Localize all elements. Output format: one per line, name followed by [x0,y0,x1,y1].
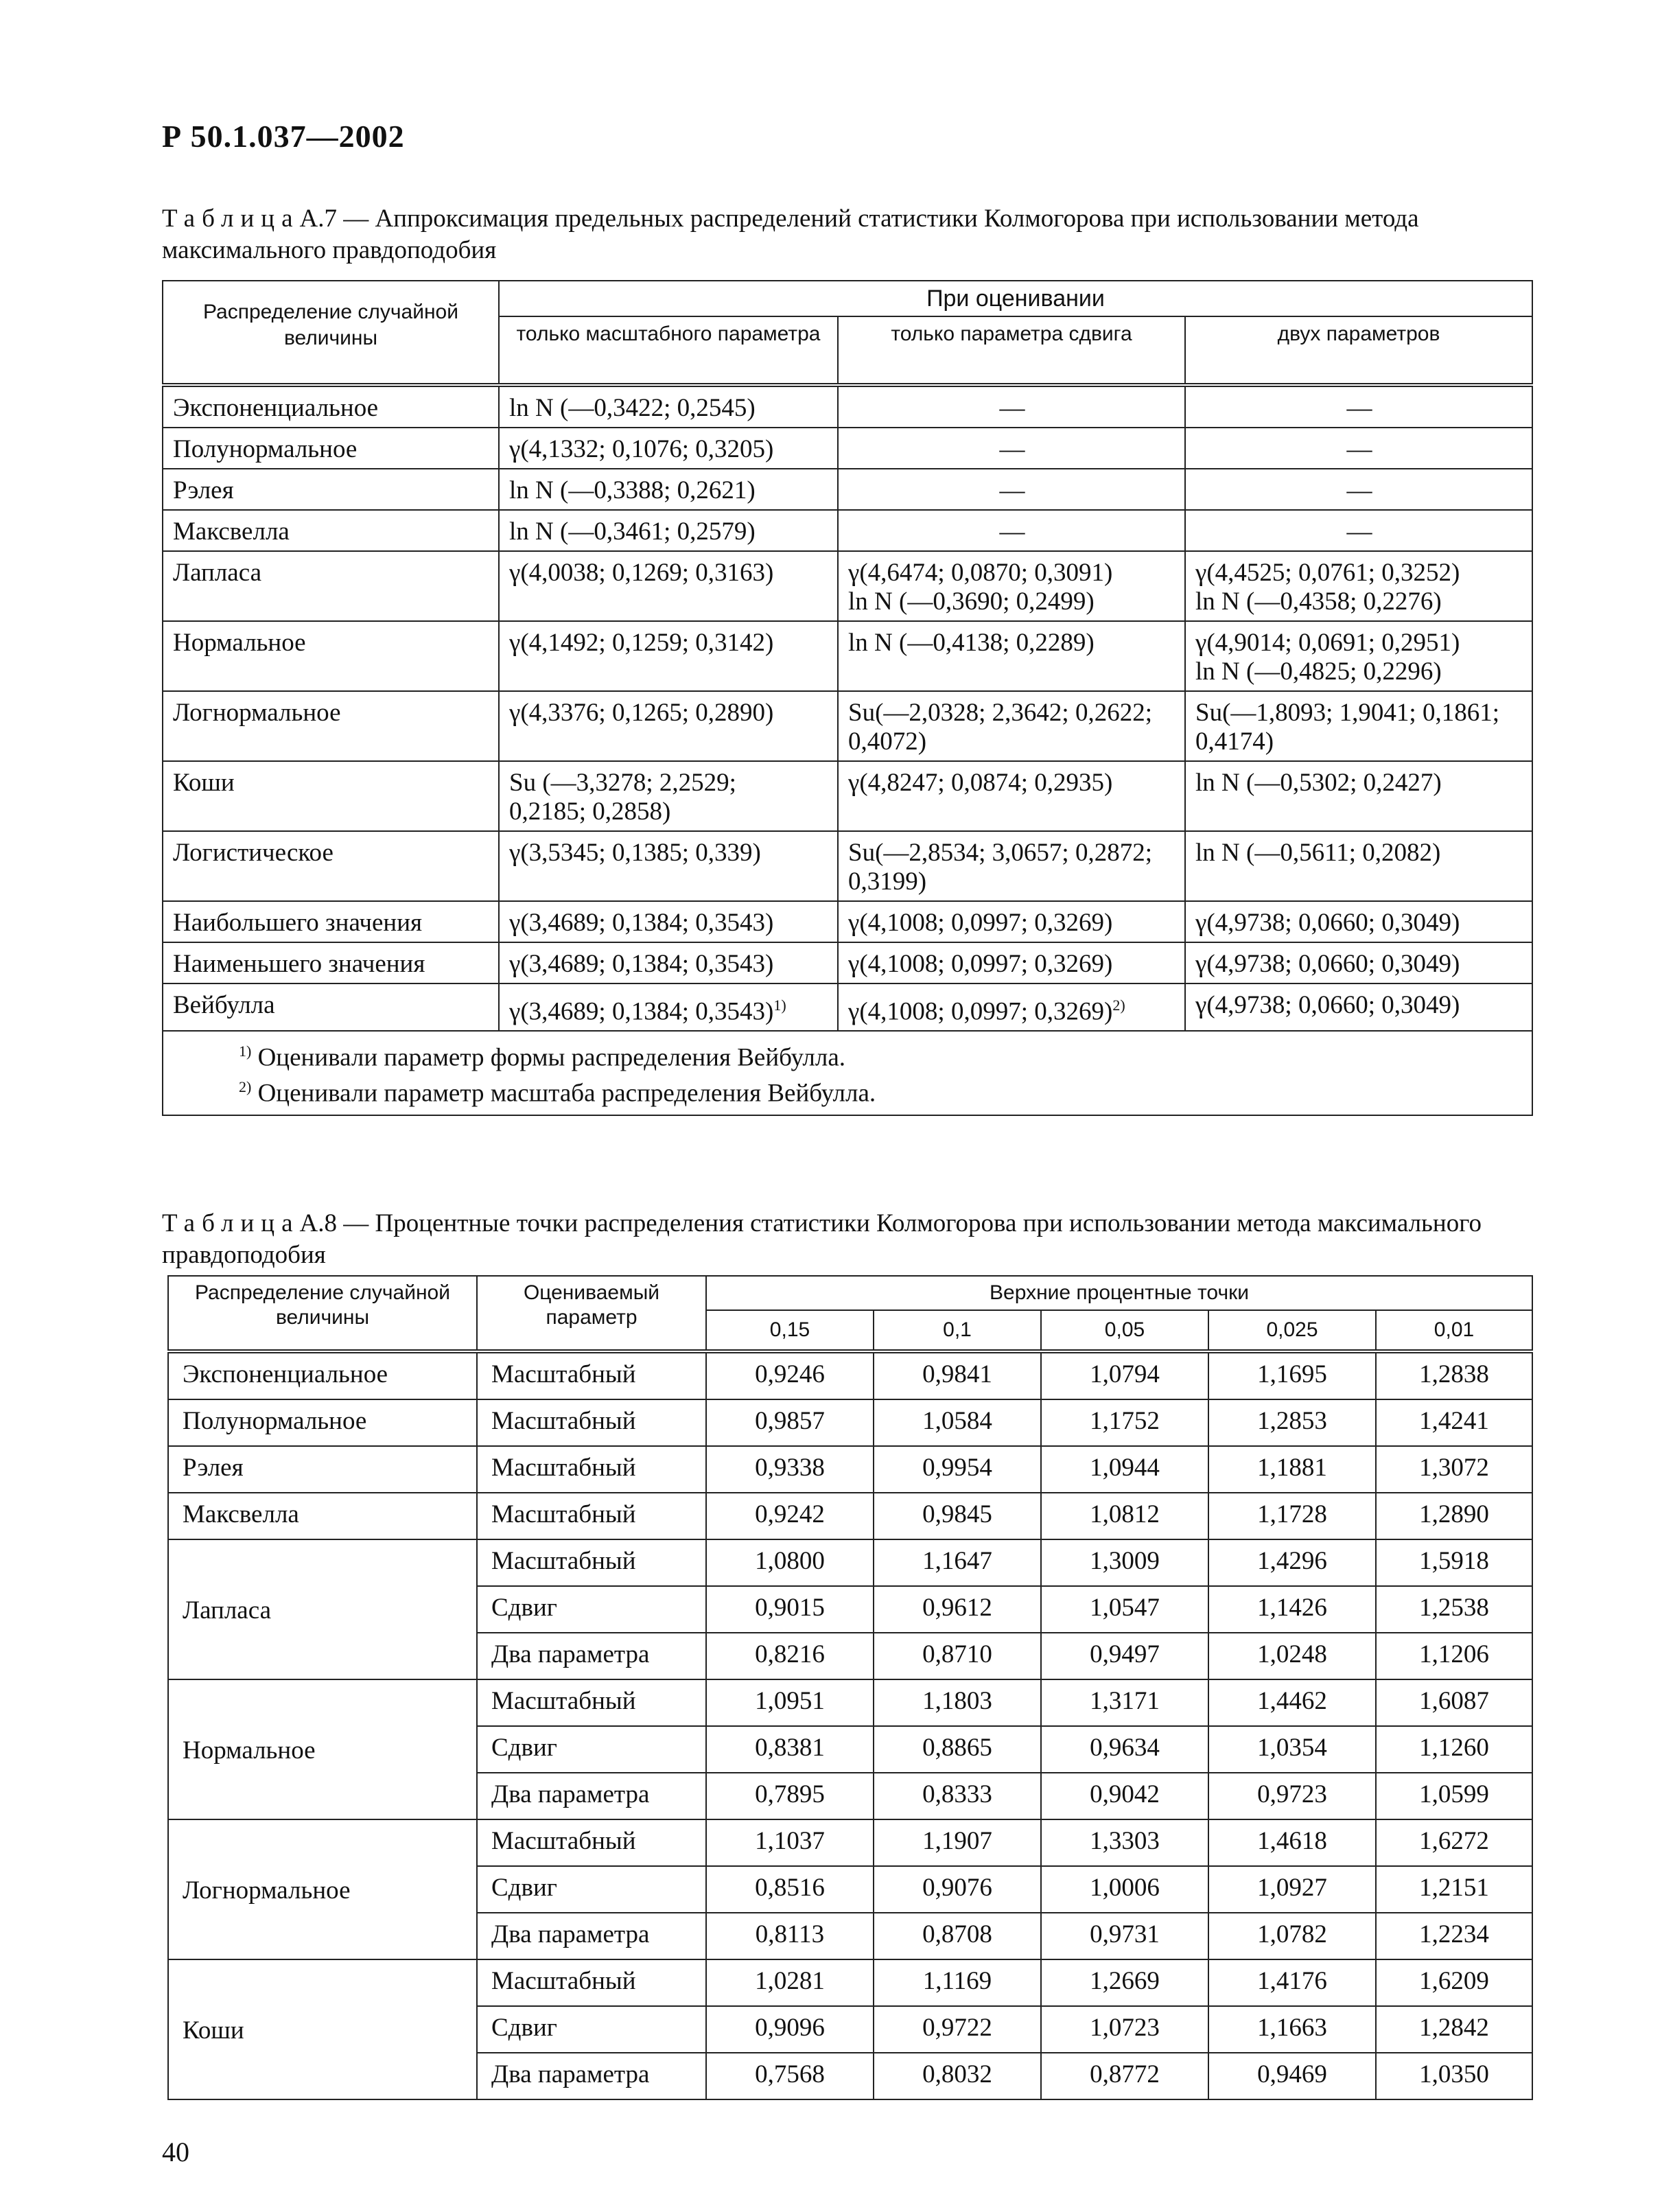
table-a7 [162,280,1533,1116]
param-cell: Масштабный [477,1679,706,1726]
value-cell: 0,9469 [1208,2053,1376,2099]
scale-cell: γ(4,3376; 0,1265; 0,2890) [499,691,838,761]
value-cell: 0,9845 [874,1493,1041,1539]
table-row [168,1399,1532,1446]
value-cell: 0,9723 [1208,1773,1376,1819]
value-cell: 1,4241 [1376,1399,1532,1446]
value-cell: 1,1803 [874,1679,1041,1726]
header-distribution: Распределение случайной величины [163,281,499,385]
caption-prefix: Таблица [162,205,300,233]
shift-cell: Su(—2,8534; 3,0657; 0,2872; 0,3199) [838,831,1185,901]
value-cell: 1,0350 [1376,2053,1532,2099]
shift-cell: — [838,385,1185,428]
table-row [163,510,1532,551]
value-cell: 1,2669 [1041,1959,1208,2006]
scale-cell: Su (—3,3278; 2,2529; 0,2185; 0,2858) [499,761,838,831]
table-row [168,1819,1532,1866]
distribution-cell: Экспоненциальное [168,1351,477,1399]
value-cell: 1,0794 [1041,1351,1208,1399]
param-cell: Сдвиг [477,1726,706,1773]
table-row [168,1446,1532,1493]
table-row [168,1959,1532,2006]
both-cell: — [1185,510,1532,551]
param-cell: Сдвиг [477,2006,706,2053]
both-cell: Su(—1,8093; 1,9041; 0,1861; 0,4174) [1185,691,1532,761]
distribution-cell: Максвелла [163,510,499,551]
scale-cell: ln N (—0,3461; 0,2579) [499,510,838,551]
value-cell: 1,2890 [1376,1493,1532,1539]
table-row [163,551,1532,621]
value-cell: 1,0782 [1208,1913,1376,1959]
table-row [163,983,1532,1031]
value-cell: 0,8710 [874,1633,1041,1679]
header-distribution: Распределение случайной величины [168,1276,477,1351]
value-cell: 1,1260 [1376,1726,1532,1773]
both-cell: γ(4,9014; 0,0691; 0,2951) ln N (—0,4825; 0,2296) [1185,621,1532,691]
distribution-cell: Коши [163,761,499,831]
param-cell: Два параметра [477,1913,706,1959]
value-cell: 1,2838 [1376,1351,1532,1399]
value-cell: 1,4296 [1208,1539,1376,1586]
table-row [168,1493,1532,1539]
scale-cell: γ(3,4689; 0,1384; 0,3543)$^{1)}$ [499,983,838,1031]
value-cell: 0,8772 [1041,2053,1208,2099]
caption-prefix: Таблица [162,1209,300,1237]
header-point: 0,1 [874,1310,1041,1351]
header-point: 0,025 [1208,1310,1376,1351]
value-cell: 0,9497 [1041,1633,1208,1679]
value-cell: 1,3009 [1041,1539,1208,1586]
table-row [163,691,1532,761]
value-cell: 1,2151 [1376,1866,1532,1913]
scale-cell: γ(4,1332; 0,1076; 0,3205) [499,428,838,469]
shift-cell: Su(—2,0328; 2,3642; 0,2622; 0,4072) [838,691,1185,761]
scale-cell: ln N (—0,3422; 0,2545) [499,385,838,428]
distribution-cell: Максвелла [168,1493,477,1539]
value-cell: 0,9096 [706,2006,874,2053]
value-cell: 1,1426 [1208,1586,1376,1633]
value-cell: 0,8381 [706,1726,874,1773]
table-row [163,942,1532,983]
distribution-cell: Рэлея [168,1446,477,1493]
table-row [163,385,1532,428]
value-cell: 1,1695 [1208,1351,1376,1399]
shift-cell: — [838,469,1185,510]
header-point: 0,05 [1041,1310,1208,1351]
value-cell: 1,6272 [1376,1819,1532,1866]
header-point: 0,15 [706,1310,874,1351]
table-row [163,901,1532,942]
both-cell: — [1185,469,1532,510]
value-cell: 0,9731 [1041,1913,1208,1959]
value-cell: 1,3303 [1041,1819,1208,1866]
document-code: Р 50.1.037—2002 [162,119,405,154]
shift-cell: — [838,510,1185,551]
value-cell: 0,9338 [706,1446,874,1493]
param-cell: Масштабный [477,1399,706,1446]
scale-cell: γ(3,4689; 0,1384; 0,3543) [499,942,838,983]
value-cell: 1,0248 [1208,1633,1376,1679]
value-cell: 1,0354 [1208,1726,1376,1773]
value-cell: 1,1907 [874,1819,1041,1866]
shift-cell: γ(4,6474; 0,0870; 0,3091) ln N (—0,3690; 0,2499) [838,551,1185,621]
value-cell: 0,9722 [874,2006,1041,2053]
distribution-cell: Наименьшего значения [163,942,499,983]
value-cell: 1,0584 [874,1399,1041,1446]
distribution-cell: Рэлея [163,469,499,510]
value-cell: 0,9954 [874,1446,1041,1493]
distribution-cell: Экспоненциальное [163,385,499,428]
param-cell: Масштабный [477,1493,706,1539]
table-row [163,761,1532,831]
scale-cell: γ(3,5345; 0,1385; 0,339) [499,831,838,901]
distribution-cell: Наибольшего значения [163,901,499,942]
value-cell: 1,1206 [1376,1633,1532,1679]
value-cell: 1,2853 [1208,1399,1376,1446]
value-cell: 1,2538 [1376,1586,1532,1633]
value-cell: 0,8113 [706,1913,874,1959]
value-cell: 0,9242 [706,1493,874,1539]
value-cell: 0,8032 [874,2053,1041,2099]
value-cell: 1,4176 [1208,1959,1376,2006]
value-cell: 1,0951 [706,1679,874,1726]
param-cell: Масштабный [477,1446,706,1493]
footnote-1: $^{1)}$ Оценивали параметр формы распределения Вейбулла. [239,1043,846,1072]
both-cell: ln N (—0,5302; 0,2427) [1185,761,1532,831]
param-cell: Масштабный [477,1819,706,1866]
shift-cell: ln N (—0,4138; 0,2289) [838,621,1185,691]
value-cell: 1,4618 [1208,1819,1376,1866]
table-a7-footnotes [163,1031,1532,1115]
value-cell: 1,0812 [1041,1493,1208,1539]
both-cell: γ(4,9738; 0,0660; 0,3049) [1185,901,1532,942]
both-cell: γ(4,9738; 0,0660; 0,3049) [1185,942,1532,983]
value-cell: 1,1728 [1208,1493,1376,1539]
value-cell: 1,0006 [1041,1866,1208,1913]
param-cell: Сдвиг [477,1866,706,1913]
distribution-cell: Логистическое [163,831,499,901]
param-cell: Масштабный [477,1539,706,1586]
header-param: Оцениваемый параметр [477,1276,706,1351]
value-cell: 1,2234 [1376,1913,1532,1959]
caption-text: А.7 — Аппроксимация предельных распределений статистики Колмогорова при использовании метода максимального правдоподобия [162,205,1419,264]
value-cell: 1,0800 [706,1539,874,1586]
value-cell: 0,8216 [706,1633,874,1679]
header-group: Верхние процентные точки [706,1276,1532,1310]
value-cell: 0,8865 [874,1726,1041,1773]
param-cell: Масштабный [477,1351,706,1399]
value-cell: 1,0944 [1041,1446,1208,1493]
value-cell: 0,8333 [874,1773,1041,1819]
param-cell: Два параметра [477,1773,706,1819]
value-cell: 1,6087 [1376,1679,1532,1726]
value-cell: 0,8516 [706,1866,874,1913]
table-row [163,621,1532,691]
table-row [163,831,1532,901]
shift-cell: γ(4,1008; 0,0997; 0,3269) [838,901,1185,942]
value-cell: 1,1881 [1208,1446,1376,1493]
value-cell: 0,9634 [1041,1726,1208,1773]
value-cell: 1,6209 [1376,1959,1532,2006]
table-row [168,1539,1532,1586]
value-cell: 1,0723 [1041,2006,1208,2053]
shift-cell: — [838,428,1185,469]
value-cell: 0,9015 [706,1586,874,1633]
param-cell: Масштабный [477,1959,706,2006]
header-shift: только параметра сдвига [838,316,1185,385]
scale-cell: ln N (—0,3388; 0,2621) [499,469,838,510]
value-cell: 0,9857 [706,1399,874,1446]
distribution-cell: Нормальное [168,1679,477,1819]
param-cell: Два параметра [477,1633,706,1679]
distribution-cell: Коши [168,1959,477,2099]
value-cell: 0,9076 [874,1866,1041,1913]
value-cell: 0,7568 [706,2053,874,2099]
value-cell: 1,0599 [1376,1773,1532,1819]
table-row [168,1679,1532,1726]
value-cell: 0,8708 [874,1913,1041,1959]
value-cell: 0,9841 [874,1351,1041,1399]
both-cell: — [1185,428,1532,469]
page-number: 40 [162,2137,189,2167]
param-cell: Сдвиг [477,1586,706,1633]
header-scale: только масштабного параметра [499,316,838,385]
table-row [168,1351,1532,1399]
caption-text: А.8 — Процентные точки распределения статистики Колмогорова при использовании метода максимального правдоподобия [162,1209,1482,1269]
both-cell: γ(4,9738; 0,0660; 0,3049) [1185,983,1532,1031]
distribution-cell: Лапласа [163,551,499,621]
scale-cell: γ(3,4689; 0,1384; 0,3543) [499,901,838,942]
distribution-cell: Полунормальное [168,1399,477,1446]
value-cell: 1,2842 [1376,2006,1532,2053]
value-cell: 1,0927 [1208,1866,1376,1913]
distribution-cell: Нормальное [163,621,499,691]
table-row [163,469,1532,510]
both-cell: — [1185,385,1532,428]
distribution-cell: Вейбулла [163,983,499,1031]
value-cell: 0,9042 [1041,1773,1208,1819]
distribution-cell: Полунормальное [163,428,499,469]
value-cell: 1,3171 [1041,1679,1208,1726]
table-a7-caption [162,203,1532,266]
header-both: двух параметров [1185,316,1532,385]
distribution-cell: Логнормальное [163,691,499,761]
distribution-cell: Лапласа [168,1539,477,1679]
table-row [163,428,1532,469]
value-cell: 1,5918 [1376,1539,1532,1586]
value-cell: 1,4462 [1208,1679,1376,1726]
shift-cell: γ(4,1008; 0,0997; 0,3269) [838,942,1185,983]
scale-cell: γ(4,1492; 0,1259; 0,3142) [499,621,838,691]
both-cell: ln N (—0,5611; 0,2082) [1185,831,1532,901]
header-group: При оценивании [499,281,1532,316]
value-cell: 1,3072 [1376,1446,1532,1493]
param-cell: Два параметра [477,2053,706,2099]
scale-cell: γ(4,0038; 0,1269; 0,3163) [499,551,838,621]
value-cell: 1,1169 [874,1959,1041,2006]
value-cell: 1,0281 [706,1959,874,2006]
value-cell: 1,1663 [1208,2006,1376,2053]
value-cell: 1,0547 [1041,1586,1208,1633]
value-cell: 1,1647 [874,1539,1041,1586]
shift-cell: γ(4,1008; 0,0997; 0,3269)$^{2)}$ [838,983,1185,1031]
distribution-cell: Логнормальное [168,1819,477,1959]
value-cell: 1,1037 [706,1819,874,1866]
value-cell: 0,7895 [706,1773,874,1819]
table-a8 [167,1275,1533,2100]
value-cell: 0,9246 [706,1351,874,1399]
value-cell: 1,1752 [1041,1399,1208,1446]
table-a8-caption [162,1208,1532,1271]
shift-cell: γ(4,8247; 0,0874; 0,2935) [838,761,1185,831]
value-cell: 0,9612 [874,1586,1041,1633]
both-cell: γ(4,4525; 0,0761; 0,3252) ln N (—0,4358; 0,2276) [1185,551,1532,621]
footnote-2: $^{2)}$ Оценивали параметр масштаба распределения Вейбулла. [239,1078,876,1107]
header-point: 0,01 [1376,1310,1532,1351]
